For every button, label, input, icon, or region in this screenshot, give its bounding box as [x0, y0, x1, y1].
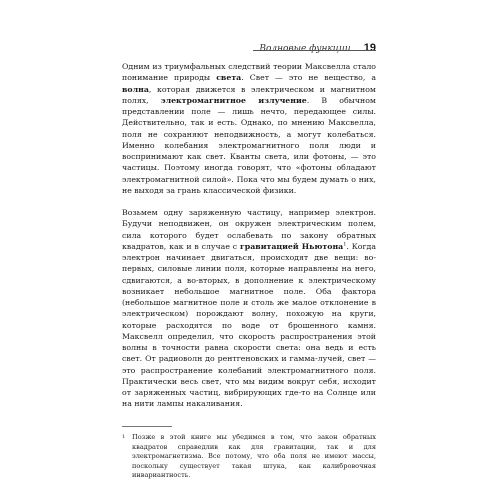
text-run: . В обычном представлении поле — лишь нечто, передающее силы. Действительно, так и есть. Однако, по мнению Максвелла, поля не сохраняют неподвижность, а могут колебаться. Именно колебания электромагнитного поля люди и воспринимают как свет. Кванты света, или фотоны, — это частицы. Поэтому иногда говорят, что «фотоны обладают электромагнитной силой». Пока что мы будем думать о них, не выходя за грань классической физики.	[122, 95, 376, 195]
body-text	[122, 61, 376, 410]
footnote-rule	[122, 426, 172, 427]
page-header	[150, 36, 376, 55]
text-run: . Когда электрон начинает двигаться, происходят две вещи: во-первых, силовые линии поля, которые направлены на него, сдвигаются, а во-вторых, в дополнение к электрическому возникает небольшое магнитное поле. Оба фактора (небольшое магнитное поле и столь же малое отклонение в электрическом) порождают волну, похожую на круги, которые расходятся по воде от брошенного камня. Максвелл определил, что скорость распространения этой волны в точности равна скорости света: она ведь и есть свет. От радиоволн до рентгеновских и гамма-лучей, свет — это распространение колебаний электромагнитного поля. Практически весь свет, что мы видим вокруг себя, исходит от заряженных частиц, вибрирующих где-то на Солнце или на нити лампы накаливания.	[122, 241, 376, 409]
text-run: , которая движется в электрическом и магнитном полях,	[122, 84, 376, 105]
header-rule	[253, 50, 376, 51]
bold-term: электромагнитное излучение	[160, 95, 307, 105]
running-title: Волновые функции	[259, 44, 351, 54]
footnote-mark: 1	[122, 434, 126, 440]
paragraph	[122, 61, 376, 196]
text-run: . Свет — это не вещество, а	[241, 73, 376, 83]
paragraph	[122, 207, 376, 410]
bold-term: света	[216, 73, 242, 83]
footnote	[122, 433, 376, 481]
footnote-ref: 1	[343, 241, 347, 248]
text-run: Одним из триумфальных следствий теории Максвелла стало понимание природы	[122, 62, 376, 83]
page-number: 19	[363, 42, 376, 54]
bold-term: волна	[122, 84, 149, 94]
footnote-text: Позже в этой книге мы убедимся в том, что закон обратных квадратов справедлив как для гравитации, так и для электромагнетизма. Все потому, что оба поля не имеют массы, поскольку существует такая штука, как калибровочная инвариантность.	[132, 433, 376, 480]
text-run: Возьмем одну заряженную частицу, например электрон. Будучи неподвижен, он окружен электрическим полем, сила которого будет ослабевать по закону обратных квадратов, как и в случае с	[122, 208, 376, 251]
bold-term: гравитацией Ньютона	[240, 241, 344, 251]
